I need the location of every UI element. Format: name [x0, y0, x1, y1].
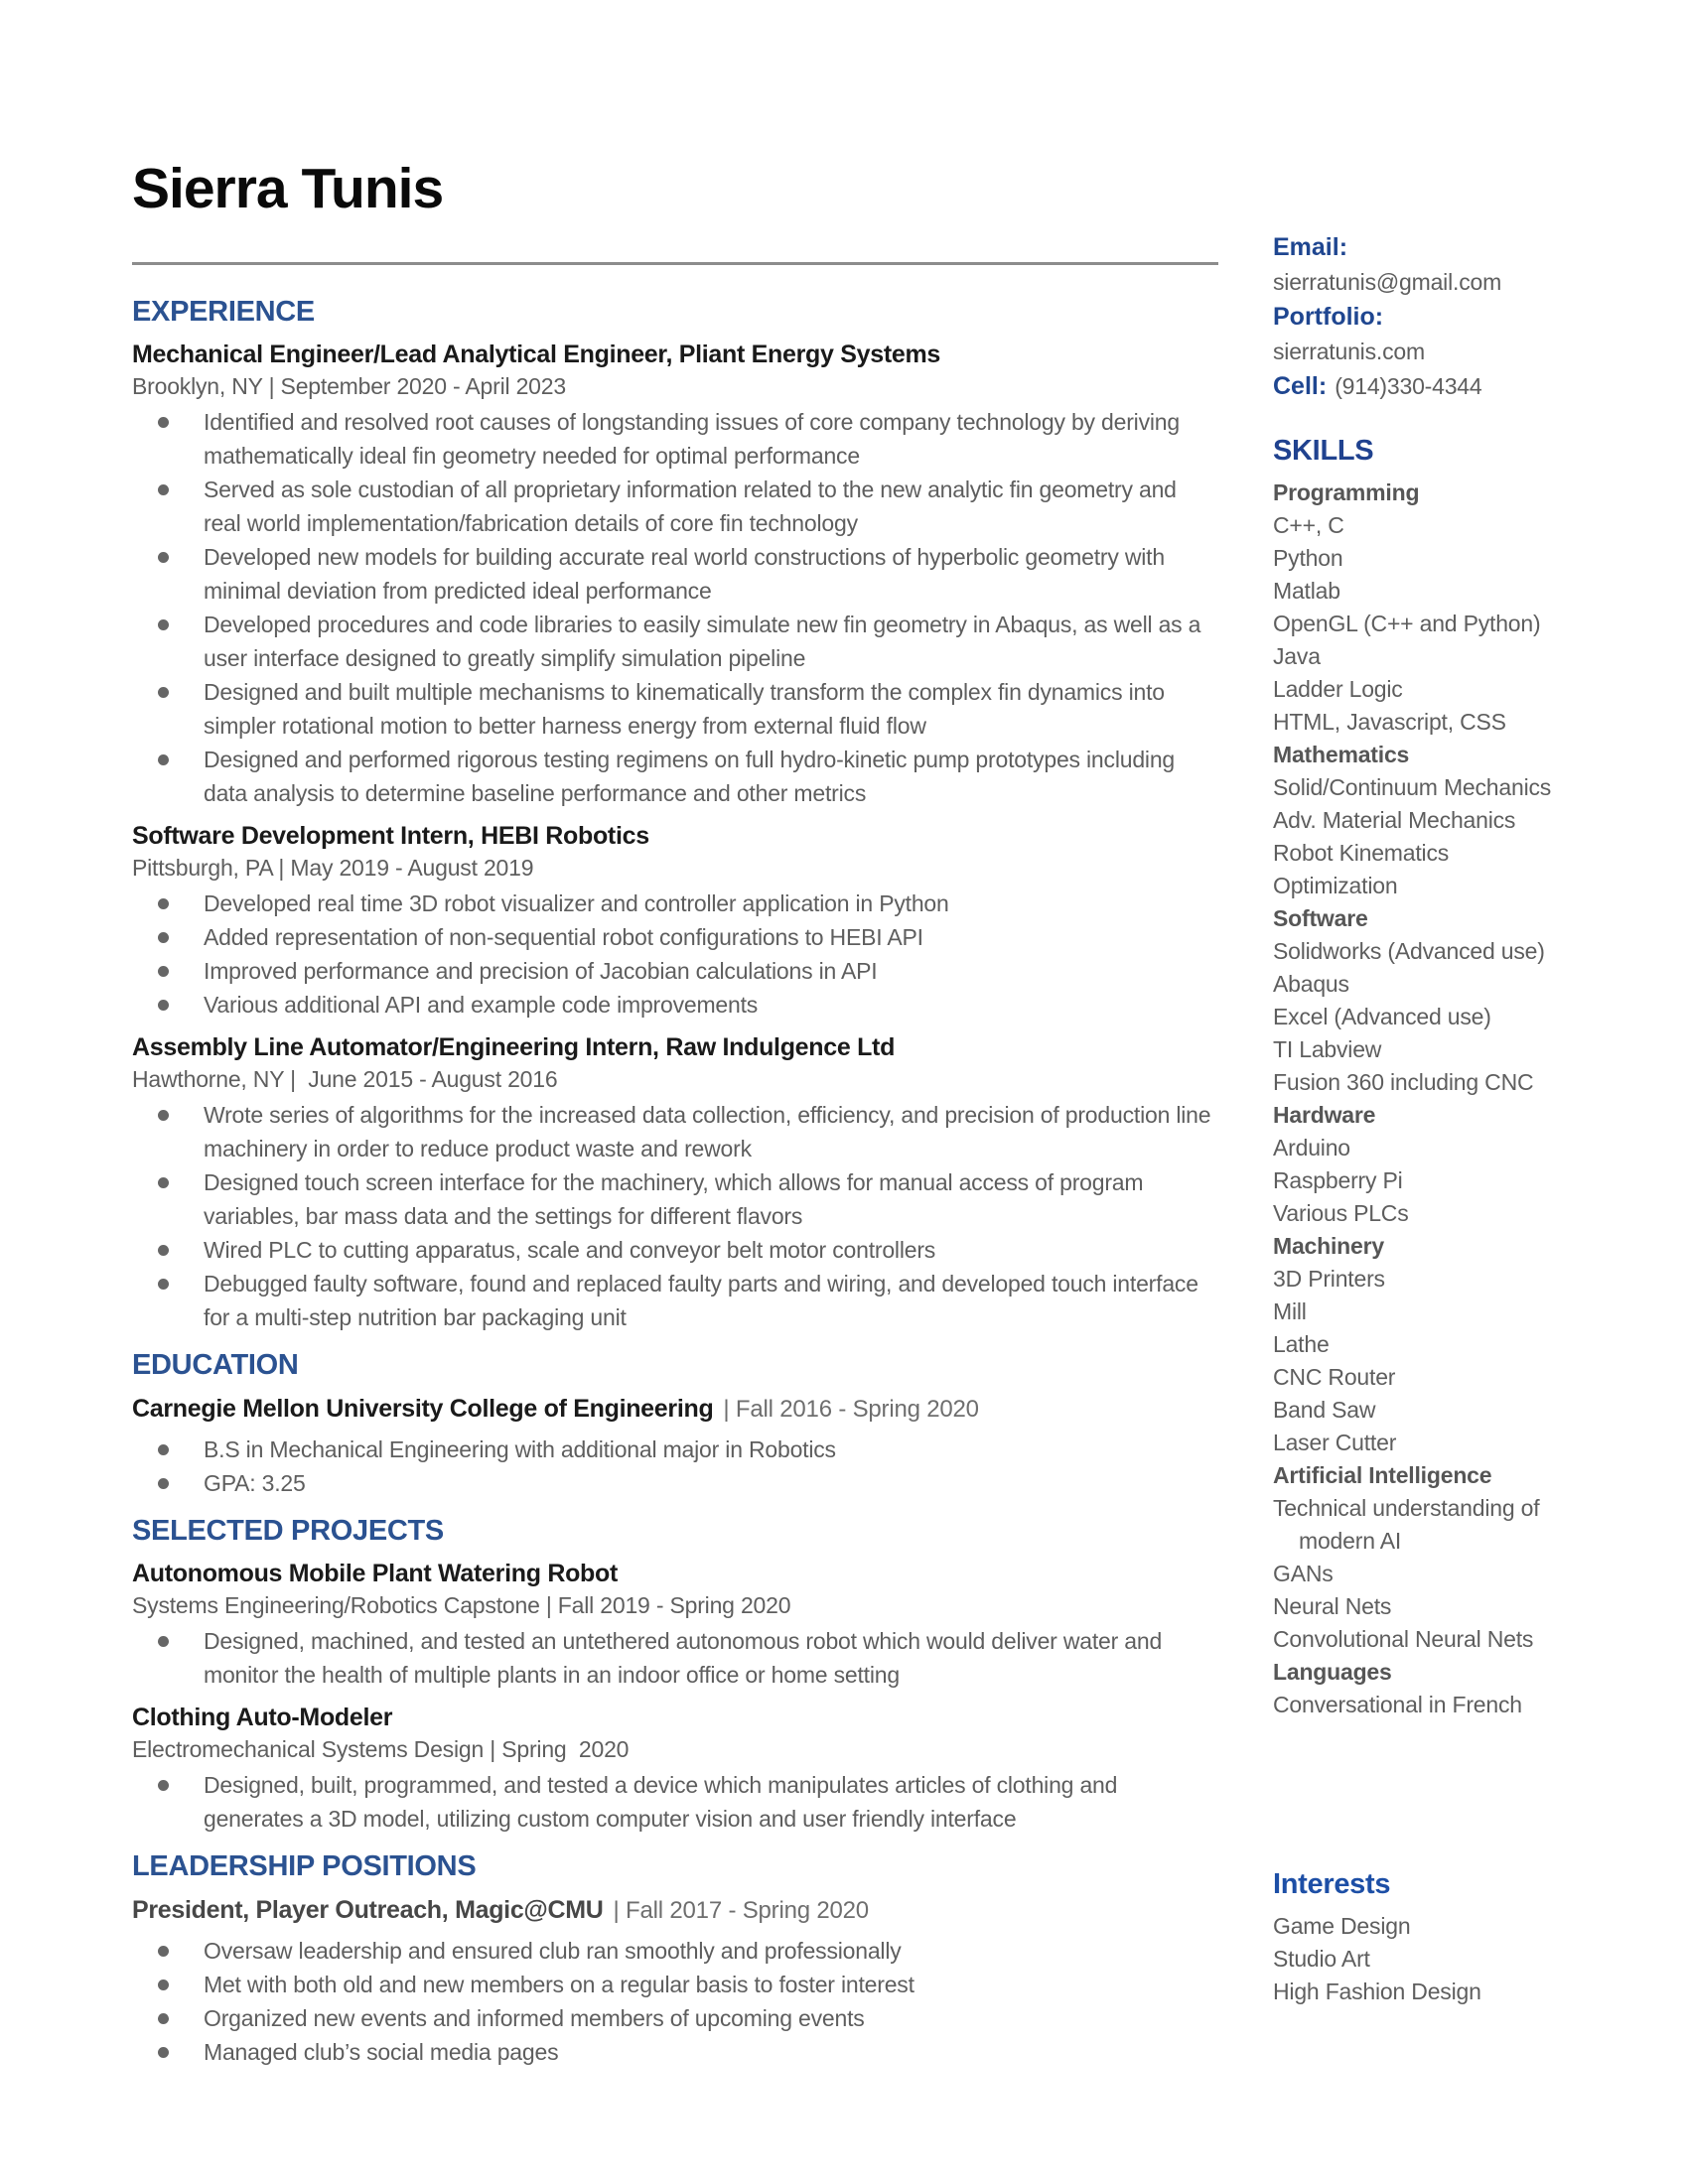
bullet-icon — [158, 1279, 169, 1290]
bullet-text: Met with both old and new members on a regular basis to foster interest — [204, 1972, 914, 1997]
skill-group-label: Languages — [1273, 1659, 1392, 1685]
bullet-text: Debugged faulty software, found and replaced faulty parts and wiring, and developed touch interface for a multi-step nutrition bar packaging unit — [204, 1271, 1198, 1330]
skill-item: Java — [1273, 643, 1321, 669]
bullet-text: Organized new events and informed members of upcoming events — [204, 2005, 865, 2031]
bullet-text: Developed real time 3D robot visualizer and controller application in Python — [204, 890, 949, 916]
skill-item: CNC Router — [1273, 1364, 1396, 1390]
leadership-dates: | Fall 2017 - Spring 2020 — [613, 1897, 869, 1924]
skill-group-label: Programming — [1273, 479, 1420, 505]
list-item — [132, 2035, 1218, 2069]
bullet-text: Designed and built multiple mechanisms to kinematically transform the complex fin dynamics into simpler rotational motion to better harness energy from external fluid flow — [204, 679, 1165, 739]
project-title: Autonomous Mobile Plant Watering Robot — [132, 1560, 619, 1587]
portfolio-value: sierratunis.com — [1273, 339, 1425, 364]
school-dates: | Fall 2016 - Spring 2020 — [723, 1396, 979, 1423]
bullet-icon — [158, 1979, 169, 1990]
portfolio-label: Portfolio: — [1273, 303, 1384, 331]
bullet-icon — [158, 1444, 169, 1455]
bullet-icon — [158, 1636, 169, 1647]
skill-item: C++, C — [1273, 512, 1344, 538]
list-item — [132, 1934, 1218, 1968]
job-bullet-list — [132, 405, 1218, 810]
leadership-title-line — [132, 1893, 1218, 1931]
bullet-text: Designed and performed rigorous testing regimens on full hydro-kinetic pump prototypes including data analysis to determine baseline performance and other metrics — [204, 747, 1176, 806]
skill-item: Robot Kinematics — [1273, 840, 1450, 866]
skill-item: Excel (Advanced use) — [1273, 1004, 1491, 1029]
bullet-text: Wrote series of algorithms for the increased data collection, efficiency, and precision of production line machinery in order to reduce product waste and rework — [204, 1102, 1211, 1161]
project-entry — [132, 1558, 1218, 1692]
job-meta: Pittsburgh, PA | May 2019 - August 2019 — [132, 855, 534, 881]
skill-item: Technical understanding of modern AI — [1273, 1495, 1540, 1554]
skill-item: Band Saw — [1273, 1397, 1376, 1423]
bullet-text: Added representation of non-sequential robot configurations to HEBI API — [204, 924, 923, 950]
email-value: sierratunis@gmail.com — [1273, 269, 1502, 295]
skill-item: Mill — [1273, 1298, 1307, 1324]
skill-group-label: Software — [1273, 905, 1368, 931]
sidebar-column — [1273, 230, 1611, 2008]
bullet-text: Designed, machined, and tested an untethered autonomous robot which would deliver water and monitor the health of multiple plants in an indoor office or home setting — [204, 1628, 1163, 1688]
education-heading: EDUCATION — [132, 1349, 299, 1381]
job-entry — [132, 1031, 1218, 1334]
project-bullet-list — [132, 1624, 1218, 1692]
bullet-text: Designed, built, programmed, and tested a device which manipulates articles of clothing and generates a 3D model, utilizing custom computer vision and user friendly interface — [204, 1772, 1118, 1832]
bullet-icon — [158, 1245, 169, 1256]
bullet-text: Various additional API and example code improvements — [204, 992, 759, 1018]
contact-block — [1273, 230, 1611, 407]
leadership-bullet-list — [132, 1934, 1218, 2069]
skills-section — [1273, 433, 1611, 1721]
skill-item: Arduino — [1273, 1135, 1350, 1160]
project-meta: Systems Engineering/Robotics Capstone | Fall 2019 - Spring 2020 — [132, 1592, 791, 1618]
job-entry — [132, 339, 1218, 810]
list-item — [132, 988, 1218, 1022]
skill-item: TI Labview — [1273, 1036, 1382, 1062]
list-item — [132, 887, 1218, 920]
list-item — [132, 1466, 1218, 1500]
main-column — [132, 159, 1218, 2072]
skill-item: Solid/Continuum Mechanics — [1273, 774, 1552, 800]
list-item — [132, 2001, 1218, 2035]
interest-item: Studio Art — [1273, 1946, 1370, 1972]
projects-section — [132, 1514, 1218, 1836]
skill-group-label: Hardware — [1273, 1102, 1376, 1128]
bullet-text: Designed touch screen interface for the machinery, which allows for manual access of program variables, bar mass data and the settings for different flavors — [204, 1169, 1144, 1229]
bullet-icon — [158, 417, 169, 428]
skill-item: OpenGL (C++ and Python) — [1273, 611, 1541, 636]
interest-item: Game Design — [1273, 1913, 1411, 1939]
skill-item: Abaqus — [1273, 971, 1349, 997]
experience-heading: EXPERIENCE — [132, 296, 315, 328]
skill-item: 3D Printers — [1273, 1266, 1385, 1292]
list-item — [132, 920, 1218, 954]
job-bullet-list — [132, 1098, 1218, 1334]
education-bullet-list — [132, 1433, 1218, 1500]
bullet-icon — [158, 966, 169, 977]
bullet-icon — [158, 1780, 169, 1791]
list-item — [132, 743, 1218, 810]
skill-item: Laser Cutter — [1273, 1430, 1397, 1455]
job-title: Mechanical Engineer/Lead Analytical Engineer, Pliant Energy Systems — [132, 341, 940, 368]
list-item — [132, 1624, 1218, 1692]
bullet-text: Improved performance and precision of Jacobian calculations in API — [204, 958, 878, 984]
skill-item: Convolutional Neural Nets — [1273, 1626, 1534, 1652]
bullet-icon — [158, 619, 169, 630]
bullet-text: Oversaw leadership and ensured club ran smoothly and professionally — [204, 1938, 902, 1964]
bullet-icon — [158, 1177, 169, 1188]
bullet-icon — [158, 932, 169, 943]
bullet-text: Identified and resolved root causes of longstanding issues of core company technology by deriving mathematically ideal fin geometry needed for optimal performance — [204, 409, 1180, 469]
skill-item: Optimization — [1273, 873, 1398, 898]
bullet-icon — [158, 754, 169, 765]
list-item — [132, 1267, 1218, 1334]
list-item — [132, 1433, 1218, 1466]
school-name: Carnegie Mellon University College of Engineering — [132, 1395, 714, 1423]
interests-section — [1273, 1866, 1611, 2008]
education-section — [132, 1348, 1218, 1500]
bullet-icon — [158, 1110, 169, 1121]
cell-value: (914)330-4344 — [1335, 373, 1482, 399]
list-item — [132, 540, 1218, 608]
job-entry — [132, 820, 1218, 1022]
bullet-icon — [158, 1000, 169, 1011]
list-item — [132, 954, 1218, 988]
project-entry — [132, 1702, 1218, 1836]
skill-group-label: Artificial Intelligence — [1273, 1462, 1492, 1488]
project-meta: Electromechanical Systems Design | Spring 2020 — [132, 1736, 630, 1762]
skill-group-label: Mathematics — [1273, 742, 1410, 767]
list-item — [132, 1165, 1218, 1233]
email-label: Email: — [1273, 233, 1348, 261]
leadership-title: President, Player Outreach, Magic@CMU — [132, 1896, 604, 1924]
job-meta: Hawthorne, NY | June 2015 - August 2016 — [132, 1066, 558, 1092]
skill-item: Matlab — [1273, 578, 1340, 604]
job-title: Software Development Intern, HEBI Robotics — [132, 822, 649, 850]
header-divider — [132, 262, 1218, 265]
skill-item: Adv. Material Mechanics — [1273, 807, 1516, 833]
leadership-heading: LEADERSHIP POSITIONS — [132, 1850, 477, 1882]
skill-group-label: Machinery — [1273, 1233, 1384, 1259]
list-item — [132, 1768, 1218, 1836]
cell-label: Cell: — [1273, 372, 1328, 400]
bullet-icon — [158, 687, 169, 698]
projects-heading: SELECTED PROJECTS — [132, 1515, 444, 1547]
project-title: Clothing Auto-Modeler — [132, 1704, 393, 1731]
bullet-icon — [158, 1478, 169, 1489]
skill-item: GANs — [1273, 1561, 1334, 1586]
project-bullet-list — [132, 1768, 1218, 1836]
list-item — [132, 1098, 1218, 1165]
bullet-icon — [158, 552, 169, 563]
interests-heading: Interests — [1273, 1868, 1391, 1900]
bullet-text: Wired PLC to cutting apparatus, scale and conveyor belt motor controllers — [204, 1237, 936, 1263]
bullet-icon — [158, 898, 169, 909]
cell-line — [1273, 369, 1611, 407]
bullet-text: Developed procedures and code libraries to easily simulate new fin geometry in Abaqus, as well as a user interface designed to greatly simplify simulation pipeline — [204, 612, 1201, 671]
list-item — [132, 1233, 1218, 1267]
skill-item: Raspberry Pi — [1273, 1167, 1403, 1193]
skill-item: Ladder Logic — [1273, 676, 1403, 702]
skills-heading: SKILLS — [1273, 435, 1374, 467]
job-bullet-list — [132, 887, 1218, 1022]
bullet-icon — [158, 484, 169, 495]
bullet-text: GPA: 3.25 — [204, 1470, 306, 1496]
job-title: Assembly Line Automator/Engineering Intern, Raw Indulgence Ltd — [132, 1033, 896, 1061]
experience-section — [132, 295, 1218, 1334]
bullet-icon — [158, 1946, 169, 1957]
skill-item: HTML, Javascript, CSS — [1273, 709, 1506, 735]
interest-item: High Fashion Design — [1273, 1979, 1481, 2004]
skill-item: Fusion 360 including CNC — [1273, 1069, 1534, 1095]
list-item — [132, 1968, 1218, 2001]
skill-item: Python — [1273, 545, 1343, 571]
bullet-text: Served as sole custodian of all proprietary information related to the new analytic fin geometry and real world implementation/fabrication details of core fin technology — [204, 477, 1177, 536]
skill-item: Conversational in French — [1273, 1692, 1522, 1717]
leadership-section — [132, 1849, 1218, 2069]
skill-item: Neural Nets — [1273, 1593, 1392, 1619]
job-meta: Brooklyn, NY | September 2020 - April 2023 — [132, 373, 566, 399]
list-item — [132, 405, 1218, 473]
person-name: Sierra Tunis — [132, 157, 444, 220]
list-item — [132, 608, 1218, 675]
skill-item: Lathe — [1273, 1331, 1330, 1357]
bullet-icon — [158, 2047, 169, 2058]
bullet-text: Developed new models for building accurate real world constructions of hyperbolic geometry with minimal deviation from predicted ideal performance — [204, 544, 1165, 604]
bullet-icon — [158, 2013, 169, 2024]
bullet-text: B.S in Mechanical Engineering with additional major in Robotics — [204, 1436, 836, 1462]
skill-item: Solidworks (Advanced use) — [1273, 938, 1545, 964]
bullet-text: Managed club’s social media pages — [204, 2039, 559, 2065]
school-line — [132, 1392, 1218, 1430]
skill-item: Various PLCs — [1273, 1200, 1409, 1226]
list-item — [132, 473, 1218, 540]
list-item — [132, 675, 1218, 743]
